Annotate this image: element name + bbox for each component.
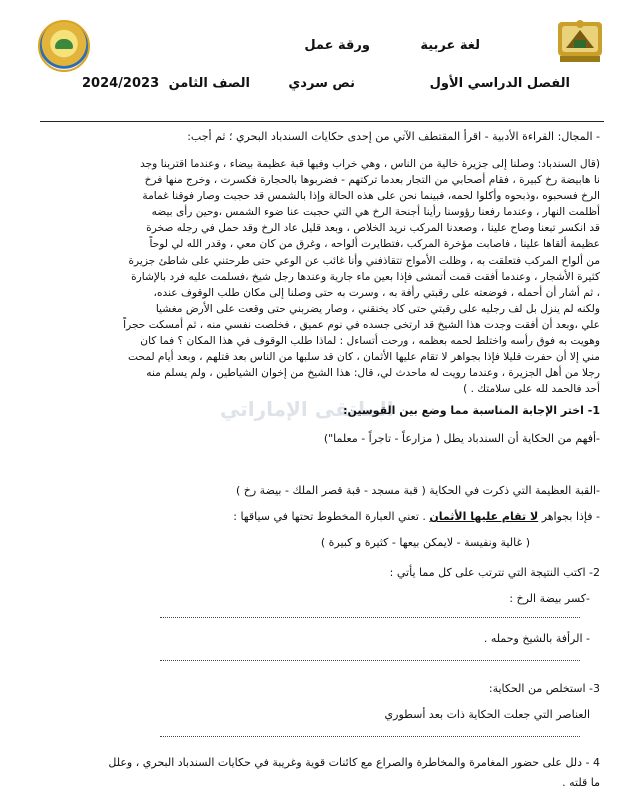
passage-line: ، ثم أشار أن أحمله ، فوضعته على رقبتي رأفة به ، وسرت به حتى وصلنا إلى مكان طلب الوقوف عنده،: [153, 286, 600, 299]
q1-c: [100, 510, 600, 523]
passage-line: عظيمة ألقاها علينا ، فاصابت مؤخرة المركب ،فتطايرت ألواحه ، وغرق من كان معي ، وقدر الله لي لوحاً: [149, 238, 600, 251]
answer-line[interactable]: [160, 736, 580, 737]
passage-line: نا هابيضة رخ كبيرة ، فقام أصحابي من التجار بعدما تركتهم - فضربوها بالحجارة فكسرت ، وخرج منها فرخ: [144, 174, 600, 187]
grade-label: الصف الثامن: [168, 76, 250, 91]
q1-a: -أفهم من الحكاية أن السندباد يطل ( مزارعاً - تاجراً - معلما"): [323, 432, 600, 445]
passage-line: (قال السندباد: وصلنا إلى جزيرة خالية من الناس ، وهي خراب وفيها قبة عظيمة بيضاء ، وعندما اقتربنا وجد: [140, 158, 600, 170]
q2-a: -كسر بيضة الرخ :: [509, 592, 590, 605]
school-emblem-icon: [38, 20, 90, 72]
q1-c-options: ( غالية ونفيسة - لايمكن بيعها - كثيرة و كبيرة ): [320, 536, 530, 549]
instructions: - المجال: القراءة الأدبية - اقرأ المقتطف الآتي من إحدى حكايات السندباد البحري ؛ ثم أجب:: [187, 130, 600, 143]
passage-line: مني إلا أن حفرت قليلا فإذا بجواهر لا تقام عليها الأثمان ، كان قد سلبها من الناس بعد قتلهم ، وبعد أيام لمحت: [127, 351, 600, 364]
passage-line: أحد فالحمد لله على سلامتك . ): [463, 383, 600, 396]
q1-c-pre: - فإذا بجواهر: [541, 510, 600, 523]
passage-line: أظلمت النهار ، وعندما رفعنا رؤوسنا رأينا أجنحة الرخ هي التي حجبت عنا ضوء الشمس ،وحين رأى بيضه: [151, 206, 600, 219]
q4-line2: ما قلته .: [562, 776, 600, 789]
answer-line[interactable]: [160, 617, 580, 618]
header-divider: [40, 121, 604, 122]
ministry-crest-icon: [552, 14, 608, 66]
story-passage: [40, 156, 600, 397]
passage-line: علي ،وبعد أن أفقت وجدت هذا الشيخ قد ارتخى جسده في نوم عميق ، فخلصت نفسي منه ، ثم أمسكت حجراً: [123, 318, 600, 331]
q2-title: 2- اكتب النتيجة التي تترتب على كل مما يأتي :: [389, 566, 600, 579]
passage-line: من ألواح المركب فتعلقت به ، وظلت الأمواج تتقاذفني وأنا غائب عن الوعي حتى طرحتني على شاطئ جزيرة: [128, 254, 600, 267]
year-label: 2024/2023: [82, 76, 160, 91]
passage-line: رجلا من أهل الجزيرة ، وعندما رويت له ماحدث لي، قال: هذا الشيخ من إخوان الشياطين ، ولم يسلم منه: [146, 367, 600, 380]
subject-label: لغة عربية: [420, 38, 480, 53]
passage-line: ولكنه لم ينزل بل لف رجليه على رقبتي حتى كاد يخنقني ، وصار يضربني حتى وقعت على الأرض مغشيا: [155, 302, 600, 315]
text-type-label: نص سردي: [288, 76, 355, 91]
q1-b: -القبة العظيمة التي ذكرت في الحكاية ( قبة مسجد - قبة قصر الملك - بيضة رخ ): [235, 484, 600, 497]
term-label: الفصل الدراسي الأول: [429, 76, 570, 91]
q1-c-post: . تعني العبارة المخطوط تحتها في سياقها :: [233, 510, 426, 523]
q2-b: - الرأفة بالشيخ وحمله .: [483, 632, 590, 645]
q3-a: العناصر التي جعلت الحكاية ذات بعد أسطوري: [384, 708, 590, 721]
passage-line: قد انكسر تبعنا وصاح علينا ، وصعدنا المركب نريد الخلاص ، وبعد قليل عاد الرخ وقد حمل في رجله صخرة: [146, 222, 600, 235]
q1-c-underlined: لا تقام عليها الأثمان: [429, 510, 539, 523]
passage-line: وهويت به فوق رأسه واختلط لحمه بعظمه ، ورحت أتساءل : لماذا طلب الوقوف في هذا المكان ؟ فما كان: [140, 335, 600, 348]
q1-title: 1- اختر الإجابة المناسبة مما وضع بين القوسين:: [343, 404, 600, 417]
passage-line: كثيرة الأشجار ، وعندما أفقت قمت أتمشى فإذا بعين ماء جارية وعندها رجل شيخ ،فسلمت عليه فرد بالإشارة: [131, 270, 600, 283]
watermark: الملتقى الإماراتي: [220, 397, 394, 421]
passage-line: الرخ فسحبوه ،وذبحوه وأكلوا لحمه، فبينما نحن على هذه الحالة وإذا بالشمس قد حجبت وصار فوقنا غمامة: [142, 190, 600, 203]
answer-line[interactable]: [160, 660, 580, 661]
q3-title: 3- استخلص من الحكاية:: [488, 682, 600, 695]
q4-line1: 4 - دلل على حضور المغامرة والمخاطرة والصراع مع كائنات قوية وغريبة في حكايات السندباد البحري ، وعلل: [108, 756, 600, 769]
worksheet-label: ورقة عمل: [304, 38, 370, 53]
